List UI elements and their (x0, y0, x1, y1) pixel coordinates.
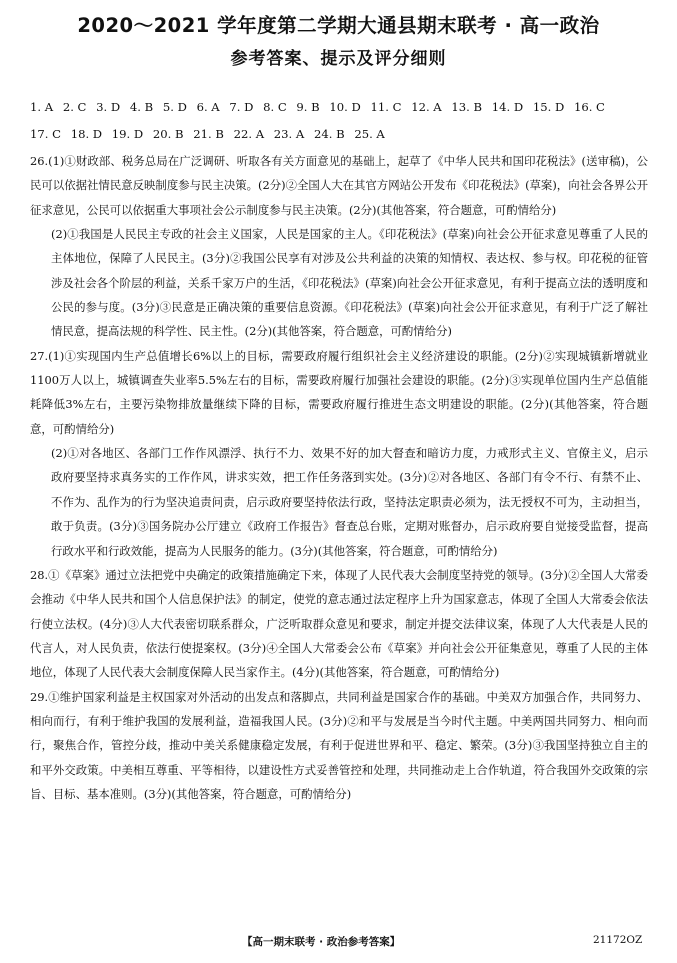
question-27 (30, 344, 648, 563)
choice-answer: 21. B (193, 127, 224, 141)
question-28-text (30, 563, 648, 685)
question-26-part-1 (30, 149, 648, 222)
choice-answer: 24. B (313, 127, 345, 141)
question-28 (30, 563, 648, 685)
question-number: 26. (30, 154, 49, 168)
choice-answer: 16. C (573, 100, 605, 114)
footer-code: 21172OZ (593, 934, 643, 946)
choice-answer: 19. D (111, 127, 144, 141)
choice-answers (30, 94, 660, 148)
choice-answer: 14. D (491, 100, 524, 114)
question-number: 27. (30, 348, 49, 363)
choice-answer: 4. B (129, 100, 154, 114)
footer-label: 【高一期末联考 · 政治参考答案】 (242, 936, 401, 948)
choice-answer: 1. A (30, 100, 54, 114)
question-29 (30, 685, 648, 807)
document-subtitle: 参考答案、提示及评分细则 (230, 49, 447, 69)
question-29-text (30, 685, 648, 807)
answer-text: (1)①实现国内生产总值增长6%以上的目标，需要政府履行组织社会主义经济建设的职能。(2分)②实现城镇新增就业1100万人以上，城镇调查失业率5.5%左右的目标，需要政府履行加强社会建设的职能。(2分)③实现单位国内生产总值能耗降低3%左右，主要污染物排放量继续下降的目标，需要政府履行推进生态文明建设的职能。(2分)(其他答案，符合题意，可酌情给分) (30, 348, 648, 436)
choice-answer: 11. C (370, 100, 402, 114)
document-title: 2020～2021 学年度第二学期大通县期末联考 · 高一政治 (77, 14, 600, 37)
question-number: 28. (30, 567, 49, 582)
choice-answer: 6. A (196, 100, 220, 114)
choice-answer: 13. B (451, 100, 483, 114)
choice-answer: 25. A (354, 127, 385, 141)
choice-answer: 9. B (296, 100, 320, 114)
choice-answer: 15. D (532, 100, 565, 114)
question-26 (30, 149, 648, 344)
choice-answer: 7. D (229, 100, 254, 114)
question-number: 29. (30, 689, 49, 704)
choice-answer: 23. A (273, 127, 305, 141)
answer-text: ①《草案》通过立法把党中央确定的政策措施确定下来，体现了人民代表大会制度坚持党的领导。(3分)②全国人大常委会推动《中华人民共和国个人信息保护法》的制定，使党的意志通过法定程序上升为国家意志，体现了全国人大常委会依法行使立法权。(4分)③人大代表密切联系群众，广泛听取群众意见和要求，制定并提交法律议案，体现了人大代表是人民的代言人，对人民负责，依法行使提案权。(3分)④全国人大常委会公布《草案》并向社会公开征集意见，尊重了人民的主体地位，体现了人民代表大会制度保障人民当家作主。(4分)(其他答案，符合题意，可酌情给分) (30, 567, 648, 680)
choice-answer: 5. D (162, 100, 187, 114)
choice-answer: 12. A (411, 100, 442, 114)
answer-text: ①维护国家利益是主权国家对外活动的出发点和落脚点，共同利益是国家合作的基础。中美双方加强合作，共同努力、相向而行，有利于维护我国的发展利益，造福我国人民。(3分)②和平与发展是当今时代主题。中美两国共同努力、相向而行，聚焦合作，管控分歧，推动中美关系健康稳定发展，有利于促进世界和平、稳定、繁荣。(3分)③我国坚持独立自主的和平外交政策。中美相互尊重、平等相待，以建设性方式妥善管控和处理，共同推动走上合作轨道，符合我国外交政策的宗旨、目标、基本准则。(3分)(其他答案，符合题意，可酌情给分) (30, 689, 648, 801)
choice-answers-row-2 (30, 121, 660, 148)
answer-content (30, 149, 648, 806)
question-27-part-1 (30, 344, 648, 441)
choice-answer: 2. C (62, 100, 87, 114)
choice-answer: 8. C (263, 100, 287, 114)
choice-answer: 17. C (30, 127, 61, 141)
choice-answer: 22. A (233, 127, 265, 141)
question-27-part-2: (2)①对各地区、各部门工作作风漂浮、执行不力、效果不好的加大督查和暗访力度，力戒形式主义、官僚主义，启示政府要坚持求真务实的工作作风，讲求实效，把工作任务落到实处。(3分)②对各地区、各部门有令不行、有禁不止、不作为、乱作为的行为坚决追责问责，启示政府要坚持依法行政，坚持法定职责必须为，法无授权不可为，主动担当，敢于负责。(3分)③国务院办公厅建立《政府工作报告》督查总台账，定期对账督办，启示政府要自觉接受监督，提高行政水平和行政效能，提高为人民服务的能力。(3分)(其他答案，符合题意，可酌情给分) (51, 446, 648, 558)
answer-text: (1)①财政部、税务总局在广泛调研、听取各有关方面意见的基础上，起草了《中华人民共和国印花税法》(送审稿)，公民可以依据社情民意反映制度参与民主决策。(2分)②全国人大在其官方网站公开发布《印花税法》(草案)，向社会各界公开征求意见，公民可以依据重大事项社会公示制度参与民主决策。(2分)(其他答案，符合题意，可酌情给分) (30, 154, 648, 217)
question-26-part-2: (2)①我国是人民民主专政的社会主义国家，人民是国家的主人。《印花税法》(草案)向社会公开征求意见尊重了人民的主体地位，保障了人民民主。(3分)②我国公民享有对涉及公共利益的决策的知情权、表达权、参与权。印花税的征管涉及社会各个阶层的利益，关系千家万户的生活，《印花税法》(草案)向社会公开征求意见，有利于提高立法的透明度和公民的参与度。(3分)③民意是正确决策的重要信息资源。《印花税法》(草案)向社会公开征求意见，有利于广泛了解社情民意，提高法规的科学性、民主性。(2分)(其他答案，符合题意，可酌情给分) (51, 227, 648, 339)
choice-answer: 3. D (96, 100, 121, 114)
choice-answer: 20. B (152, 127, 184, 141)
choice-answer: 10. D (329, 100, 361, 114)
choice-answers-row-1 (30, 94, 660, 121)
choice-answer: 18. D (70, 127, 103, 141)
